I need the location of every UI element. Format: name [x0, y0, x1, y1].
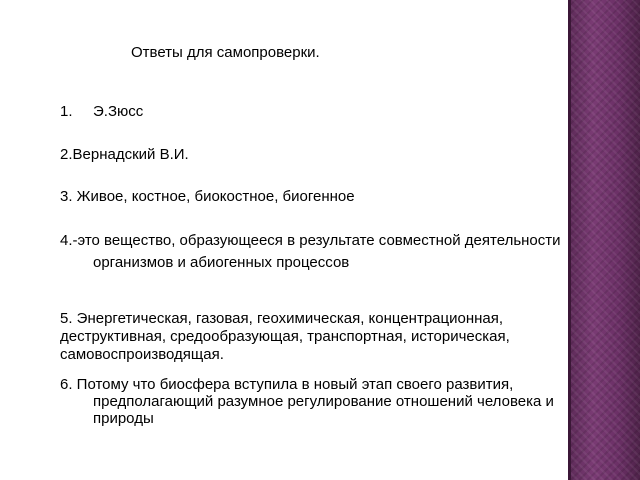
side-panel-edge [568, 0, 571, 480]
answer-item-3: 3. Живое, костное, биокостное, биогенное [60, 188, 355, 205]
answer-item-5: 5. Энергетическая, газовая, геохимическая, концентрационная, деструктивная, средообразующая, транспортная, историческая, самовоспроизводящая. [60, 310, 510, 363]
answer-text-1: Э.Зюсс [93, 103, 144, 120]
answer-item-4: 4.-это вещество, образующееся в результате совместной деятельности организмов и абиогенных процессов [60, 232, 561, 271]
slide-title: Ответы для самопроверки. [131, 44, 320, 61]
answer-number-1: 1. [60, 103, 73, 120]
answer-item-2: 2.Вернадский В.И. [60, 146, 189, 163]
side-panel-pattern [568, 0, 640, 480]
decorative-side-panel [568, 0, 640, 480]
answer-item-1 [60, 103, 550, 121]
answer-item-6: 6. Потому что биосфера вступила в новый этап своего развития, предполагающий разумное регулирование отношений человека и природы [60, 376, 554, 427]
